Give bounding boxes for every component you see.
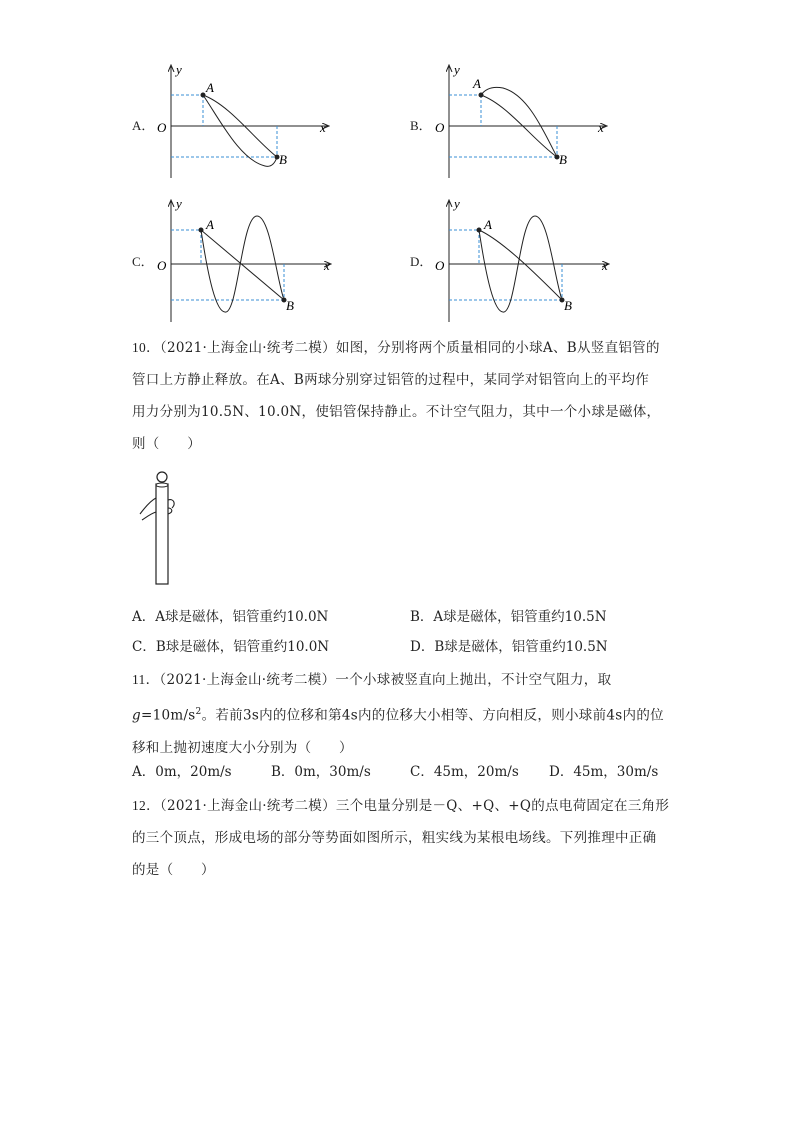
option-b-label: B． xyxy=(410,118,432,133)
x-axis-label: x xyxy=(324,258,330,273)
graph-b xyxy=(428,60,618,182)
y-axis-label: y xyxy=(454,196,460,211)
point-a xyxy=(477,228,482,233)
y-axis-label: y xyxy=(176,196,182,211)
question-11-line-2 xyxy=(132,696,672,732)
ball-icon xyxy=(157,472,167,482)
question-text: 三个电量分别是－Q、+Q、+Q的点电荷固定在三角形 xyxy=(335,798,670,814)
question-text: 如图，分别将两个质量相同的小球A、B从竖直铝管的 xyxy=(335,340,660,356)
question-11-line-3: 移和上抛初速度大小分别为（ ） xyxy=(132,739,353,756)
y-axis-label: y xyxy=(176,62,182,77)
superscript: 2 xyxy=(195,707,202,717)
question-source: （2021·上海金山·统考二模） xyxy=(159,798,336,814)
q11-option-c[interactable]: C．45m，20m/s xyxy=(410,764,519,780)
q10-option-d[interactable]: D．B球是磁体，铝管重约10.5N xyxy=(410,639,608,655)
q10-option-a[interactable]: A．A球是磁体，铝管重约10.0N xyxy=(132,609,329,625)
question-number: 10． xyxy=(132,340,160,355)
question-12-line-2: 的三个顶点，形成电场的部分等势面如图所示，粗实线为某根电场线。下列推理中正确 xyxy=(132,830,657,846)
pipe-icon xyxy=(156,484,168,584)
point-a xyxy=(201,93,206,98)
gravity-symbol: g xyxy=(132,707,141,724)
question-10-line-4: 则（ ） xyxy=(132,436,201,452)
question-10 xyxy=(132,332,672,460)
point-a-label: A xyxy=(206,80,214,95)
option-d-label: D． xyxy=(410,254,433,269)
point-a-label: A xyxy=(473,76,481,91)
aluminum-pipe-figure xyxy=(134,468,184,588)
point-a-label: A xyxy=(206,217,214,232)
question-source: （2021·上海金山·统考二模） xyxy=(159,340,336,356)
question-10-line-3: 用力分别为10.5N、10.0N，使铝管保持静止。不计空气阻力，其中一个小球是磁体， xyxy=(132,404,661,420)
origin-label: O xyxy=(157,120,167,135)
y-axis-label: y xyxy=(454,62,460,77)
question-source: （2021·上海金山·统考二模） xyxy=(159,672,336,688)
q10-option-c[interactable]: C．B球是磁体，铝管重约10.0N xyxy=(132,639,330,655)
curve-below xyxy=(203,95,277,166)
option-c-label: C． xyxy=(132,254,154,269)
q11-option-b[interactable]: B．0m，30m/s xyxy=(271,764,371,780)
x-axis-label: x xyxy=(320,120,326,135)
point-b-label: B xyxy=(564,298,572,313)
point-a xyxy=(479,93,484,98)
option-a-label: A． xyxy=(132,118,155,133)
question-text: 。若前3s内的位移和第4s内的位移大小相等、方向相反，则小球前4s内的位 xyxy=(201,707,664,724)
question-11-line-1 xyxy=(132,664,672,696)
question-number: 11． xyxy=(132,672,160,687)
q11-option-a[interactable]: A．0m，20m/s xyxy=(132,764,232,780)
origin-label: O xyxy=(435,258,445,273)
question-12-line-1 xyxy=(132,790,672,822)
q10-option-b[interactable]: B．A球是磁体，铝管重约10.5N xyxy=(410,609,607,625)
question-10-line-1 xyxy=(132,332,672,364)
gravity-value: =10m/s xyxy=(140,707,196,724)
origin-label: O xyxy=(435,120,445,135)
graph-d xyxy=(428,196,618,324)
graph-a xyxy=(150,60,340,182)
question-number: 12． xyxy=(132,798,160,813)
point-a xyxy=(199,228,204,233)
line-straight xyxy=(201,230,284,300)
graph-c xyxy=(150,196,340,324)
origin-label: O xyxy=(157,258,167,273)
question-12-line-3: 的是（ ） xyxy=(132,862,215,878)
question-12 xyxy=(132,790,672,886)
point-a-label: A xyxy=(484,217,492,232)
x-axis-label: x xyxy=(602,258,608,273)
point-b-label: B xyxy=(559,152,567,167)
question-11 xyxy=(132,664,672,764)
point-b-label: B xyxy=(286,298,294,313)
question-text: 一个小球被竖直向上抛出，不计空气阻力，取 xyxy=(335,672,612,688)
q11-option-d[interactable]: D．45m，30m/s xyxy=(549,764,659,780)
point-b-label: B xyxy=(279,152,287,167)
question-10-line-2: 管口上方静止释放。在A、B两球分别穿过铝管的过程中，某同学对铝管向上的平均作 xyxy=(132,372,650,388)
x-axis-label: x xyxy=(598,120,604,135)
curve-smooth xyxy=(479,230,562,300)
